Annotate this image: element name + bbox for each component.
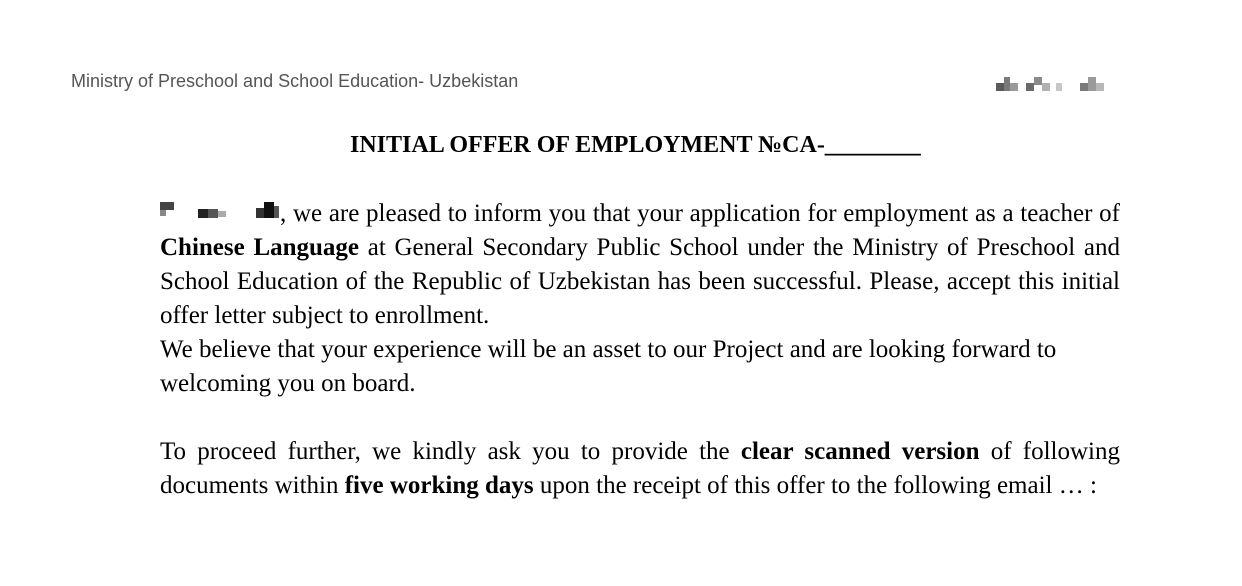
redacted-signature (996, 75, 1116, 93)
request-text-1: To proceed further, we kindly ask you to provide the (160, 438, 741, 465)
subject-chinese-language: Chinese Language (160, 234, 360, 261)
clear-scanned-version: clear scanned version (740, 438, 980, 465)
five-working-days: five working days (344, 472, 534, 499)
letter-body (160, 197, 1120, 503)
offer-text-2: at General Secondary Public School under the Ministry of Preschool and School Education of the Republic of Uzbekistan has been successful. Please, accept this initial offer letter subject to enrollment. (160, 234, 1120, 329)
paragraph-offer (160, 197, 1120, 333)
document-title: INITIAL OFFER OF EMPLOYMENT №CA-________ (350, 132, 921, 158)
request-text-3: upon the receipt of this offer to the following email … : (533, 472, 1097, 499)
paragraph-request (160, 435, 1120, 503)
offer-text-1: , we are pleased to inform you that your application for employment as a teacher of (280, 200, 1120, 227)
ministry-header: Ministry of Preschool and School Education- Uzbekistan (71, 71, 519, 91)
redacted-recipient-name (160, 198, 280, 224)
paragraph-spacer (160, 401, 1120, 435)
paragraph-believe: We believe that your experience will be an asset to our Project and are looking forward to welcoming you on board. (160, 336, 1057, 397)
request-text-2: of following documents within (160, 438, 1121, 499)
